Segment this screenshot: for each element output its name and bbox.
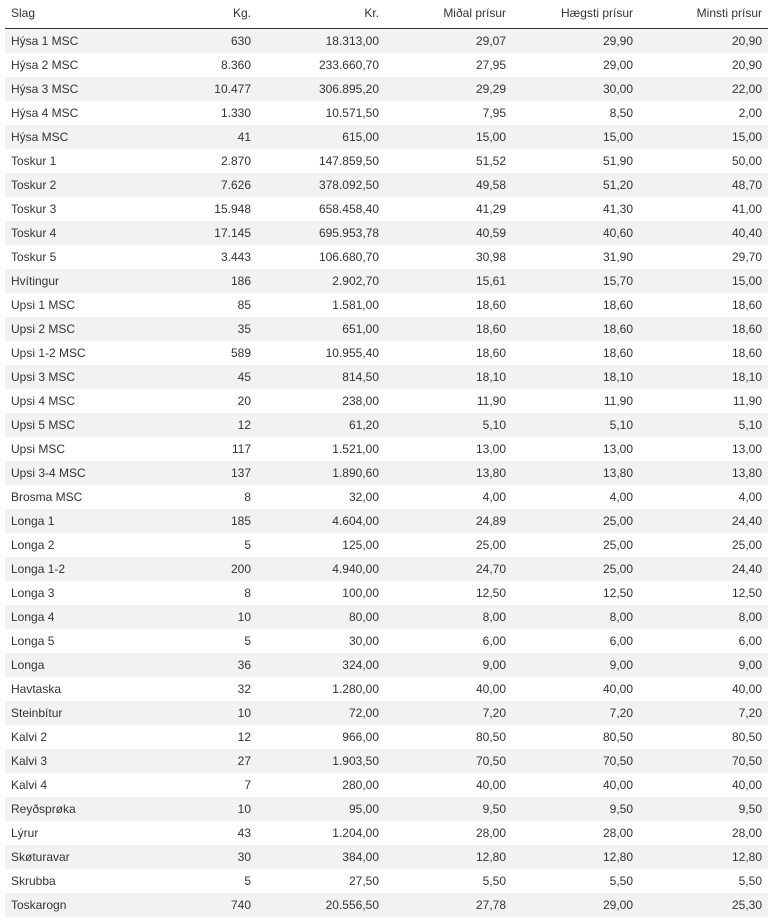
cell-max-price: 8,00 <box>512 605 639 629</box>
table-row <box>5 389 768 413</box>
cell-kr: 966,00 <box>257 725 385 749</box>
cell-kg: 36 <box>111 653 257 677</box>
cell-min-price: 22,00 <box>639 77 768 101</box>
cell-min-price: 11,90 <box>639 389 768 413</box>
cell-max-price: 40,00 <box>512 677 639 701</box>
cell-species: Upsi 5 MSC <box>5 413 111 437</box>
table-row <box>5 845 768 869</box>
table-row <box>5 101 768 125</box>
cell-max-price: 70,50 <box>512 749 639 773</box>
cell-min-price: 20,90 <box>639 28 768 53</box>
col-header-min-price: Minsti prísur <box>639 0 768 28</box>
cell-species: Upsi 1-2 MSC <box>5 341 111 365</box>
table-row <box>5 749 768 773</box>
cell-min-price: 29,70 <box>639 245 768 269</box>
table-row <box>5 485 768 509</box>
cell-max-price: 18,60 <box>512 293 639 317</box>
col-header-kr: Kr. <box>257 0 385 28</box>
cell-kg: 2.870 <box>111 149 257 173</box>
cell-avg-price: 30,98 <box>385 245 512 269</box>
cell-avg-price: 5,50 <box>385 869 512 893</box>
cell-max-price: 12,50 <box>512 581 639 605</box>
cell-kg: 10 <box>111 605 257 629</box>
cell-min-price: 50,00 <box>639 149 768 173</box>
table-row <box>5 437 768 461</box>
cell-kr: 10.571,50 <box>257 101 385 125</box>
cell-kr: 80,00 <box>257 605 385 629</box>
cell-avg-price: 15,00 <box>385 125 512 149</box>
cell-min-price: 25,00 <box>639 533 768 557</box>
cell-min-price: 18,60 <box>639 341 768 365</box>
cell-avg-price: 9,50 <box>385 797 512 821</box>
cell-kg: 137 <box>111 461 257 485</box>
table-row <box>5 413 768 437</box>
cell-avg-price: 18,60 <box>385 341 512 365</box>
cell-species: Upsi 4 MSC <box>5 389 111 413</box>
table-row <box>5 317 768 341</box>
cell-kg: 740 <box>111 893 257 917</box>
cell-min-price: 40,00 <box>639 677 768 701</box>
table-body <box>5 28 768 917</box>
cell-min-price: 70,50 <box>639 749 768 773</box>
cell-avg-price: 18,60 <box>385 293 512 317</box>
cell-kg: 41 <box>111 125 257 149</box>
cell-kr: 18.313,00 <box>257 28 385 53</box>
cell-avg-price: 27,95 <box>385 53 512 77</box>
cell-min-price: 4,00 <box>639 485 768 509</box>
cell-species: Kalvi 2 <box>5 725 111 749</box>
table-row <box>5 293 768 317</box>
cell-species: Upsi 3-4 MSC <box>5 461 111 485</box>
cell-min-price: 28,00 <box>639 821 768 845</box>
cell-kr: 147.859,50 <box>257 149 385 173</box>
cell-kr: 280,00 <box>257 773 385 797</box>
cell-kr: 95,00 <box>257 797 385 821</box>
cell-kg: 8 <box>111 485 257 509</box>
col-header-kg: Kg. <box>111 0 257 28</box>
price-table <box>5 0 768 917</box>
table-row <box>5 893 768 917</box>
table-row <box>5 773 768 797</box>
cell-kr: 1.280,00 <box>257 677 385 701</box>
cell-kr: 30,00 <box>257 629 385 653</box>
cell-kg: 8.360 <box>111 53 257 77</box>
cell-kr: 1.581,00 <box>257 293 385 317</box>
table-row <box>5 797 768 821</box>
cell-species: Upsi 2 MSC <box>5 317 111 341</box>
cell-avg-price: 28,00 <box>385 821 512 845</box>
cell-kg: 117 <box>111 437 257 461</box>
cell-species: Skøturavar <box>5 845 111 869</box>
cell-min-price: 13,80 <box>639 461 768 485</box>
cell-kg: 5 <box>111 629 257 653</box>
cell-kg: 15.948 <box>111 197 257 221</box>
cell-min-price: 15,00 <box>639 269 768 293</box>
cell-avg-price: 7,95 <box>385 101 512 125</box>
table-row <box>5 365 768 389</box>
cell-min-price: 9,00 <box>639 653 768 677</box>
cell-species: Kalvi 4 <box>5 773 111 797</box>
col-header-max-price: Hægsti prísur <box>512 0 639 28</box>
cell-species: Toskur 4 <box>5 221 111 245</box>
cell-avg-price: 4,00 <box>385 485 512 509</box>
cell-min-price: 25,30 <box>639 893 768 917</box>
cell-avg-price: 40,00 <box>385 677 512 701</box>
cell-avg-price: 29,29 <box>385 77 512 101</box>
cell-kg: 12 <box>111 725 257 749</box>
table-row <box>5 245 768 269</box>
cell-min-price: 48,70 <box>639 173 768 197</box>
cell-kg: 43 <box>111 821 257 845</box>
cell-max-price: 5,50 <box>512 869 639 893</box>
cell-max-price: 9,00 <box>512 653 639 677</box>
table-row <box>5 677 768 701</box>
cell-kr: 100,00 <box>257 581 385 605</box>
col-header-avg-price: Miðal prísur <box>385 0 512 28</box>
cell-avg-price: 29,07 <box>385 28 512 53</box>
cell-min-price: 12,80 <box>639 845 768 869</box>
cell-kr: 20.556,50 <box>257 893 385 917</box>
cell-kg: 10 <box>111 701 257 725</box>
table-row <box>5 653 768 677</box>
cell-species: Havtaska <box>5 677 111 701</box>
table-row <box>5 197 768 221</box>
cell-avg-price: 18,10 <box>385 365 512 389</box>
cell-min-price: 80,50 <box>639 725 768 749</box>
cell-avg-price: 40,59 <box>385 221 512 245</box>
cell-species: Upsi 3 MSC <box>5 365 111 389</box>
table-row <box>5 125 768 149</box>
cell-kg: 12 <box>111 413 257 437</box>
cell-species: Toskur 2 <box>5 173 111 197</box>
cell-max-price: 18,60 <box>512 317 639 341</box>
table-row <box>5 581 768 605</box>
cell-min-price: 12,50 <box>639 581 768 605</box>
table-row <box>5 341 768 365</box>
cell-kg: 186 <box>111 269 257 293</box>
col-header-species: Slag <box>5 0 111 28</box>
header-row <box>5 0 768 28</box>
table-row <box>5 821 768 845</box>
cell-kr: 695.953,78 <box>257 221 385 245</box>
table-row <box>5 77 768 101</box>
cell-min-price: 18,60 <box>639 293 768 317</box>
cell-min-price: 24,40 <box>639 509 768 533</box>
cell-max-price: 25,00 <box>512 557 639 581</box>
table-row <box>5 269 768 293</box>
cell-kr: 32,00 <box>257 485 385 509</box>
cell-kr: 61,20 <box>257 413 385 437</box>
cell-kg: 20 <box>111 389 257 413</box>
cell-species: Lýrur <box>5 821 111 845</box>
cell-avg-price: 25,00 <box>385 533 512 557</box>
cell-max-price: 12,80 <box>512 845 639 869</box>
cell-max-price: 4,00 <box>512 485 639 509</box>
table-row <box>5 605 768 629</box>
cell-max-price: 51,20 <box>512 173 639 197</box>
cell-kg: 185 <box>111 509 257 533</box>
cell-kg: 30 <box>111 845 257 869</box>
cell-max-price: 13,80 <box>512 461 639 485</box>
cell-min-price: 2,00 <box>639 101 768 125</box>
cell-avg-price: 11,90 <box>385 389 512 413</box>
cell-max-price: 51,90 <box>512 149 639 173</box>
cell-species: Toskur 5 <box>5 245 111 269</box>
cell-kr: 238,00 <box>257 389 385 413</box>
cell-kr: 27,50 <box>257 869 385 893</box>
cell-max-price: 25,00 <box>512 533 639 557</box>
cell-species: Skrubba <box>5 869 111 893</box>
cell-species: Longa 4 <box>5 605 111 629</box>
cell-max-price: 31,90 <box>512 245 639 269</box>
cell-min-price: 9,50 <box>639 797 768 821</box>
cell-kg: 17.145 <box>111 221 257 245</box>
cell-min-price: 7,20 <box>639 701 768 725</box>
cell-max-price: 25,00 <box>512 509 639 533</box>
cell-kr: 2.902,70 <box>257 269 385 293</box>
cell-kg: 8 <box>111 581 257 605</box>
cell-species: Hýsa 1 MSC <box>5 28 111 53</box>
cell-avg-price: 13,00 <box>385 437 512 461</box>
cell-kg: 5 <box>111 869 257 893</box>
cell-min-price: 18,60 <box>639 317 768 341</box>
cell-kg: 27 <box>111 749 257 773</box>
cell-min-price: 40,40 <box>639 221 768 245</box>
cell-kr: 10.955,40 <box>257 341 385 365</box>
cell-species: Hýsa 4 MSC <box>5 101 111 125</box>
cell-kg: 630 <box>111 28 257 53</box>
cell-max-price: 18,60 <box>512 341 639 365</box>
cell-max-price: 8,50 <box>512 101 639 125</box>
cell-min-price: 20,90 <box>639 53 768 77</box>
table-row <box>5 173 768 197</box>
cell-avg-price: 40,00 <box>385 773 512 797</box>
table-row <box>5 701 768 725</box>
cell-kg: 32 <box>111 677 257 701</box>
cell-max-price: 29,00 <box>512 53 639 77</box>
cell-kr: 1.890,60 <box>257 461 385 485</box>
cell-species: Upsi 1 MSC <box>5 293 111 317</box>
cell-species: Upsi MSC <box>5 437 111 461</box>
cell-kg: 85 <box>111 293 257 317</box>
cell-avg-price: 51,52 <box>385 149 512 173</box>
cell-avg-price: 5,10 <box>385 413 512 437</box>
table-row <box>5 533 768 557</box>
cell-min-price: 6,00 <box>639 629 768 653</box>
cell-max-price: 18,10 <box>512 365 639 389</box>
cell-species: Longa 3 <box>5 581 111 605</box>
cell-species: Toskur 1 <box>5 149 111 173</box>
cell-kr: 125,00 <box>257 533 385 557</box>
table-row <box>5 221 768 245</box>
cell-kg: 200 <box>111 557 257 581</box>
cell-avg-price: 41,29 <box>385 197 512 221</box>
cell-max-price: 28,00 <box>512 821 639 845</box>
cell-avg-price: 12,50 <box>385 581 512 605</box>
cell-min-price: 5,50 <box>639 869 768 893</box>
cell-species: Longa 2 <box>5 533 111 557</box>
cell-kr: 814,50 <box>257 365 385 389</box>
table-row <box>5 149 768 173</box>
cell-kr: 615,00 <box>257 125 385 149</box>
cell-avg-price: 18,60 <box>385 317 512 341</box>
table-header <box>5 0 768 28</box>
cell-kg: 7 <box>111 773 257 797</box>
cell-min-price: 5,10 <box>639 413 768 437</box>
cell-kr: 4.604,00 <box>257 509 385 533</box>
cell-species: Kalvi 3 <box>5 749 111 773</box>
cell-kr: 378.092,50 <box>257 173 385 197</box>
table-row <box>5 28 768 53</box>
cell-kg: 10 <box>111 797 257 821</box>
cell-kg: 1.330 <box>111 101 257 125</box>
cell-species: Brosma MSC <box>5 485 111 509</box>
table-row <box>5 725 768 749</box>
cell-kr: 1.903,50 <box>257 749 385 773</box>
cell-kr: 658.458,40 <box>257 197 385 221</box>
cell-species: Longa 1-2 <box>5 557 111 581</box>
cell-avg-price: 70,50 <box>385 749 512 773</box>
cell-max-price: 80,50 <box>512 725 639 749</box>
cell-max-price: 6,00 <box>512 629 639 653</box>
cell-species: Toskarogn <box>5 893 111 917</box>
cell-avg-price: 7,20 <box>385 701 512 725</box>
cell-avg-price: 80,50 <box>385 725 512 749</box>
cell-kg: 3.443 <box>111 245 257 269</box>
cell-max-price: 40,60 <box>512 221 639 245</box>
cell-max-price: 30,00 <box>512 77 639 101</box>
cell-avg-price: 24,70 <box>385 557 512 581</box>
cell-avg-price: 6,00 <box>385 629 512 653</box>
cell-avg-price: 27,78 <box>385 893 512 917</box>
cell-kr: 233.660,70 <box>257 53 385 77</box>
cell-max-price: 41,30 <box>512 197 639 221</box>
table-row <box>5 557 768 581</box>
cell-kr: 306.895,20 <box>257 77 385 101</box>
cell-species: Hýsa MSC <box>5 125 111 149</box>
cell-species: Longa 5 <box>5 629 111 653</box>
cell-min-price: 40,00 <box>639 773 768 797</box>
cell-kg: 589 <box>111 341 257 365</box>
table-row <box>5 629 768 653</box>
cell-species: Hýsa 3 MSC <box>5 77 111 101</box>
cell-max-price: 9,50 <box>512 797 639 821</box>
cell-max-price: 11,90 <box>512 389 639 413</box>
cell-kr: 1.204,00 <box>257 821 385 845</box>
table-row <box>5 869 768 893</box>
cell-max-price: 40,00 <box>512 773 639 797</box>
cell-species: Reyðsprøka <box>5 797 111 821</box>
cell-min-price: 18,10 <box>639 365 768 389</box>
cell-min-price: 24,40 <box>639 557 768 581</box>
cell-species: Toskur 3 <box>5 197 111 221</box>
cell-min-price: 8,00 <box>639 605 768 629</box>
cell-kg: 7.626 <box>111 173 257 197</box>
cell-avg-price: 12,80 <box>385 845 512 869</box>
cell-avg-price: 13,80 <box>385 461 512 485</box>
cell-kr: 4.940,00 <box>257 557 385 581</box>
cell-max-price: 15,00 <box>512 125 639 149</box>
cell-max-price: 29,00 <box>512 893 639 917</box>
cell-species: Steinbítur <box>5 701 111 725</box>
cell-kr: 324,00 <box>257 653 385 677</box>
cell-kg: 10.477 <box>111 77 257 101</box>
table-row <box>5 461 768 485</box>
cell-species: Hvítingur <box>5 269 111 293</box>
cell-kr: 72,00 <box>257 701 385 725</box>
cell-kg: 5 <box>111 533 257 557</box>
cell-kr: 651,00 <box>257 317 385 341</box>
cell-max-price: 15,70 <box>512 269 639 293</box>
cell-avg-price: 8,00 <box>385 605 512 629</box>
cell-avg-price: 24,89 <box>385 509 512 533</box>
cell-min-price: 15,00 <box>639 125 768 149</box>
table-row <box>5 509 768 533</box>
cell-kr: 1.521,00 <box>257 437 385 461</box>
table-row <box>5 53 768 77</box>
cell-min-price: 41,00 <box>639 197 768 221</box>
cell-avg-price: 9,00 <box>385 653 512 677</box>
cell-avg-price: 15,61 <box>385 269 512 293</box>
cell-max-price: 5,10 <box>512 413 639 437</box>
cell-kg: 35 <box>111 317 257 341</box>
cell-kr: 106.680,70 <box>257 245 385 269</box>
cell-kr: 384,00 <box>257 845 385 869</box>
cell-species: Hýsa 2 MSC <box>5 53 111 77</box>
cell-max-price: 13,00 <box>512 437 639 461</box>
cell-kg: 45 <box>111 365 257 389</box>
cell-species: Longa 1 <box>5 509 111 533</box>
cell-avg-price: 49,58 <box>385 173 512 197</box>
cell-species: Longa <box>5 653 111 677</box>
cell-max-price: 7,20 <box>512 701 639 725</box>
cell-max-price: 29,90 <box>512 28 639 53</box>
cell-min-price: 13,00 <box>639 437 768 461</box>
